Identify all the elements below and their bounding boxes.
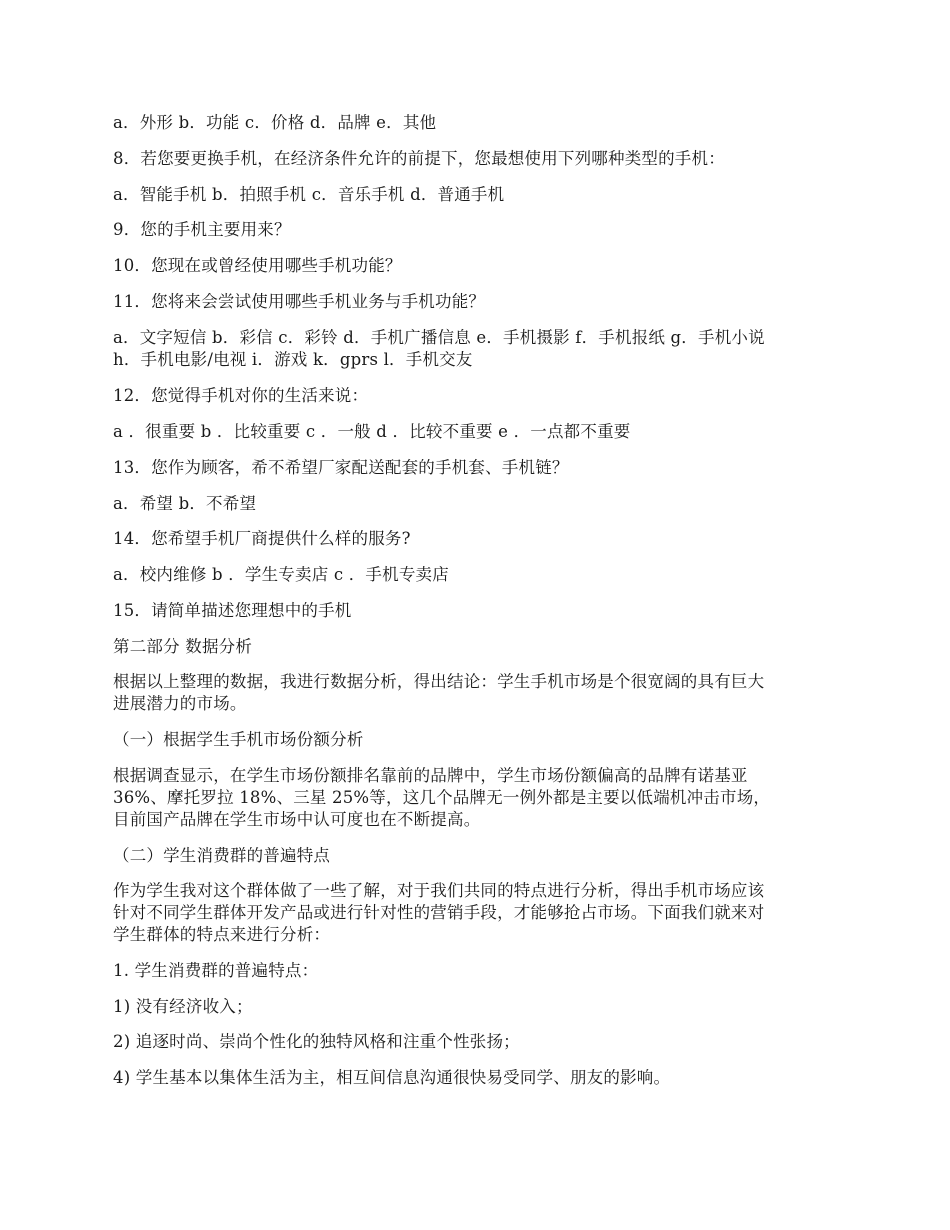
answer-options-13: a．希望 b．不希望 bbox=[113, 494, 257, 513]
question-12: 12．您觉得手机对你的生活来说： bbox=[113, 386, 369, 405]
answer-options-8: a．智能手机 b．拍照手机 c．音乐手机 d．普通手机 bbox=[113, 185, 505, 204]
paragraph-market-share-line2: 36%、摩托罗拉 18%、三星 25%等，这几个品牌无一例外都是主要以低端机冲击市场， bbox=[113, 788, 771, 807]
question-9: 9．您的手机主要用来？ bbox=[113, 220, 291, 239]
subheading-market-share: （一）根据学生手机市场份额分析 bbox=[113, 730, 364, 749]
question-13: 13．您作为顾客，希不希望厂家配送配套的手机套、手机链？ bbox=[113, 458, 569, 477]
subheading-student-traits: （二）学生消费群的普遍特点 bbox=[113, 846, 331, 865]
question-10: 10．您现在或曾经使用哪些手机功能？ bbox=[113, 256, 402, 275]
list-heading-traits: 1. 学生消费群的普遍特点： bbox=[113, 961, 319, 980]
answer-options-11-line2: h．手机电影/电视 i．游戏 k．gprs l．手机交友 bbox=[113, 350, 473, 369]
paragraph-conclusion-line1: 根据以上整理的数据，我进行数据分析，得出结论：学生手机市场是个很宽阔的具有巨大 bbox=[113, 672, 765, 691]
question-15: 15．请简单描述您理想中的手机 bbox=[113, 601, 352, 620]
list-item-2: 2) 追逐时尚、崇尚个性化的独特风格和注重个性张扬； bbox=[113, 1032, 520, 1051]
paragraph-conclusion-line2: 进展潜力的市场。 bbox=[113, 694, 247, 713]
list-item-4: 4) 学生基本以集体生活为主，相互间信息沟通很快易受同学、朋友的影响。 bbox=[113, 1068, 671, 1087]
paragraph-market-share-line1: 根据调查显示，在学生市场份额排名靠前的品牌中，学生市场份额偏高的品牌有诺基亚 bbox=[113, 766, 748, 785]
paragraph-traits-line2: 针对不同学生群体开发产品或进行针对性的营销手段，才能够抢占市场。下面我们就来对 bbox=[113, 903, 765, 922]
answer-options-12: a ．很重要 b ．比较重要 c ．一般 d ．比较不重要 e ．一点都不重要 bbox=[113, 422, 631, 441]
question-8: 8．若您要更换手机，在经济条件允许的前提下，您最想使用下列哪种类型的手机： bbox=[113, 149, 725, 168]
paragraph-traits-line3: 学生群体的特点来进行分析： bbox=[113, 925, 331, 944]
paragraph-traits-line1: 作为学生我对这个群体做了一些了解，对于我们共同的特点进行分析，得出手机市场应该 bbox=[113, 881, 765, 900]
question-14: 14．您希望手机厂商提供什么样的服务? bbox=[113, 529, 411, 548]
answer-options-14: a．校内维修 b ．学生专卖店 c ．手机专卖店 bbox=[113, 565, 449, 584]
list-item-1: 1) 没有经济收入； bbox=[113, 997, 253, 1016]
section-heading-part2: 第二部分 数据分析 bbox=[113, 637, 253, 656]
answer-options-11-line1: a．文字短信 b．彩信 c．彩铃 d．手机广播信息 e．手机摄影 f．手机报纸 g．手机小说 bbox=[113, 328, 765, 347]
answer-options-8-prev: a．外形 b．功能 c．价格 d．品牌 e．其他 bbox=[113, 113, 437, 132]
question-11: 11．您将来会尝试使用哪些手机业务与手机功能？ bbox=[113, 292, 486, 311]
paragraph-market-share-line3: 目前国产品牌在学生市场中认可度也在不断提高。 bbox=[113, 810, 481, 829]
